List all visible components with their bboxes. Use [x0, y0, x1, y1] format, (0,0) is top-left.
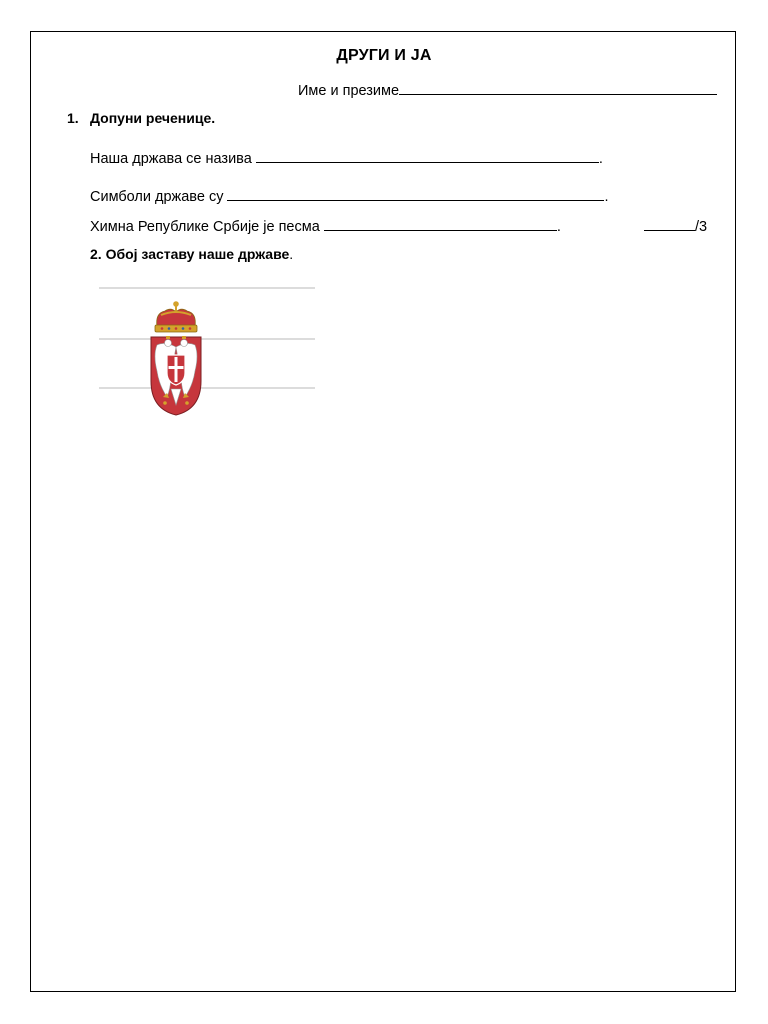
- sentence-2-end: .: [604, 189, 609, 205]
- sentence-1: [90, 148, 603, 167]
- name-label: Име и презиме: [298, 83, 400, 99]
- page-border: [30, 31, 736, 992]
- question-2: [90, 246, 293, 262]
- sentence-2-blank[interactable]: [227, 186, 604, 201]
- score-blank[interactable]: [644, 216, 695, 231]
- sentence-1-end: .: [598, 151, 603, 167]
- question-2-text: 2. Обој заставу наше државе: [90, 246, 290, 262]
- crown-icon: [155, 301, 197, 332]
- sentence-3-blank[interactable]: [324, 216, 557, 231]
- serbian-coat-of-arms-icon: [151, 301, 201, 415]
- sentence-2: [90, 186, 609, 205]
- question-1-heading: [67, 110, 215, 126]
- question-2-end: .: [289, 246, 294, 262]
- name-field-row: [298, 80, 717, 99]
- question-1-number: 1.: [67, 110, 79, 126]
- sentence-1-blank[interactable]: [256, 148, 599, 163]
- sentence-1-text: Наша држава се назива: [90, 151, 252, 167]
- sentence-3: [90, 216, 561, 235]
- serbian-flag-outline: [99, 285, 317, 441]
- worksheet-title: ДРУГИ И ЈА: [336, 47, 432, 64]
- score-total: /3: [695, 219, 708, 235]
- sentence-3-end: .: [556, 219, 561, 235]
- question-1-text: Допуни реченице.: [90, 110, 216, 126]
- sentence-2-text: Симболи државе су: [90, 189, 224, 205]
- flag-outline-to-color[interactable]: [99, 285, 317, 441]
- sentence-3-text: Химна Републике Србије је песма: [90, 219, 320, 235]
- score-field: [644, 216, 707, 235]
- name-blank-line[interactable]: [399, 80, 717, 95]
